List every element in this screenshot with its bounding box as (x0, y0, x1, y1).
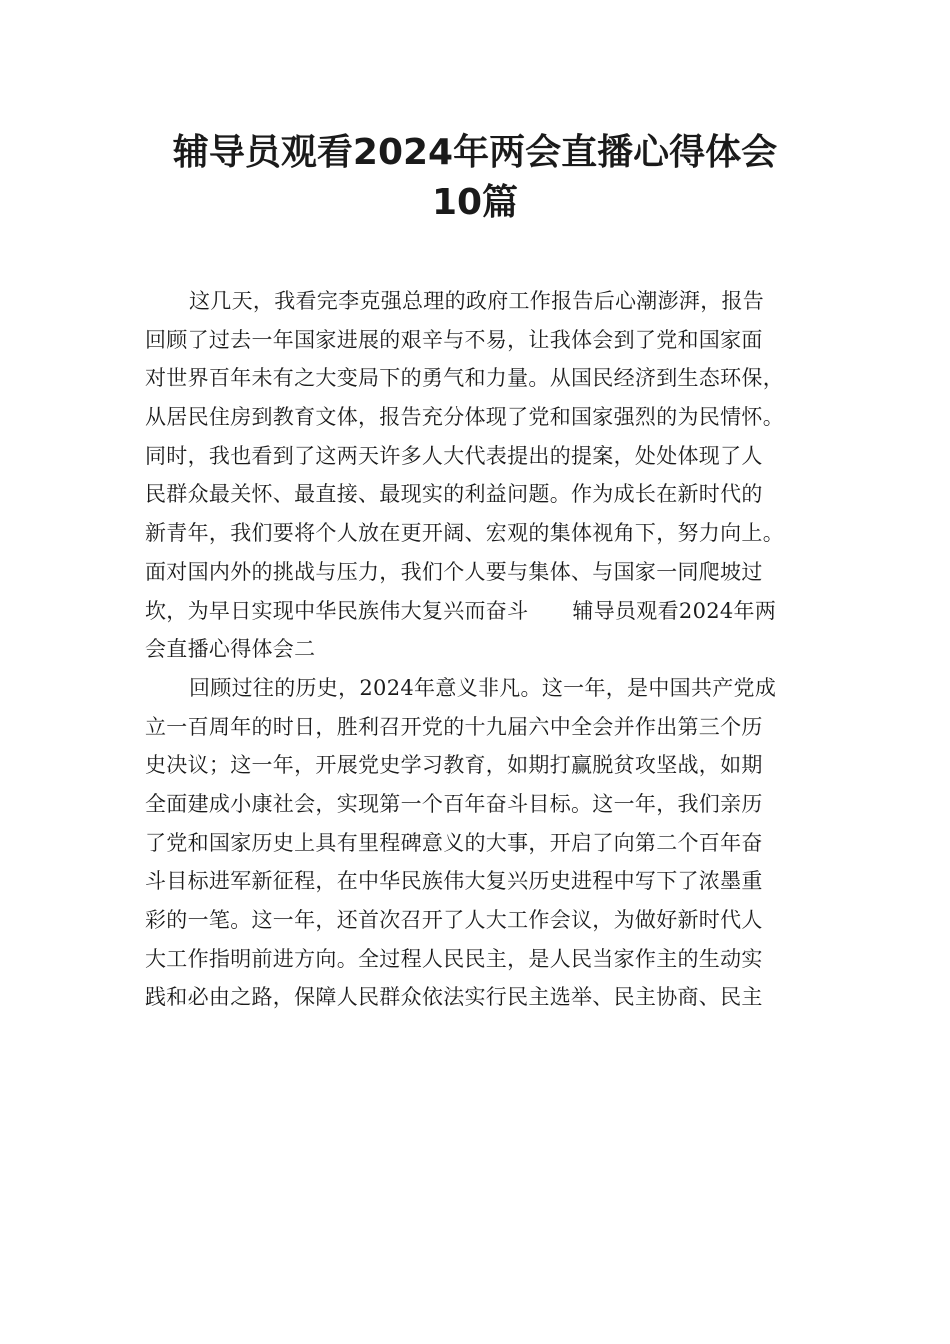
text-line: 斗目标进军新征程，在中华民族伟大复兴历史进程中写下了浓墨重 (145, 869, 763, 894)
text-line: 面对国内外的挑战与压力，我们个人要与集体、与国家一同爬坡过 (145, 559, 763, 584)
text-line: 了党和国家历史上具有里程碑意义的大事，开启了向第二个百年奋 (145, 830, 763, 855)
section-heading: 辅导员观看2024年两 (572, 598, 777, 623)
title-line-2: 10篇 (431, 182, 519, 223)
paragraph-end: 坎，为早日实现中华民族伟大复兴而奋斗 (145, 598, 529, 623)
text-line: 同时，我也看到了这两天许多人大代表提出的提案，处处体现了人 (145, 443, 763, 468)
document-title (0, 128, 950, 228)
text-line: 彩的一笔。这一年，还首次召开了人大工作会议，为做好新时代人 (145, 908, 763, 932)
text-line: 民群众最关怀、最直接、最现实的利益问题。作为成长在新时代的 (145, 482, 763, 507)
section-heading-continued: 会直播心得体会二 (145, 637, 316, 662)
title-line-1: 辅导员观看2024年两会直播心得体会 (172, 132, 778, 173)
text-line: 史决议；这一年，开展党史学习教育，如期打赢脱贫攻坚战，如期 (145, 753, 763, 778)
document-body (145, 282, 820, 1017)
text-line: 全面建成小康社会，实现第一个百年奋斗目标。这一年，我们亲历 (145, 791, 763, 816)
text-line: 大工作指明前进方向。全过程人民民主，是人民当家作主的生动实 (145, 946, 763, 971)
text-line: 这几天，我看完李克强总理的政府工作报告后心潮澎湃，报告 (189, 289, 765, 313)
text-line: 回顾了过去一年国家进展的艰辛与不易，让我体会到了党和国家面 (145, 327, 763, 352)
text-line: 从居民住房到教育文体，报告充分体现了党和国家强烈的为民情怀。 (145, 405, 784, 430)
text-line: 立一百周年的时日，胜利召开党的十九届六中全会并作出第三个历 (145, 714, 763, 739)
text-line: 回顾过往的历史，2024年意义非凡。这一年，是中国共产党成 (189, 675, 777, 700)
text-line: 新青年，我们要将个人放在更开阔、宏观的集体视角下，努力向上。 (145, 521, 784, 546)
text-line: 践和必由之路，保障人民群众依法实行民主选举、民主协商、民主 (145, 985, 763, 1010)
text-line: 对世界百年未有之大变局下的勇气和力量。从国民经济到生态环保， (145, 366, 784, 391)
text-line-with-heading (145, 592, 820, 631)
